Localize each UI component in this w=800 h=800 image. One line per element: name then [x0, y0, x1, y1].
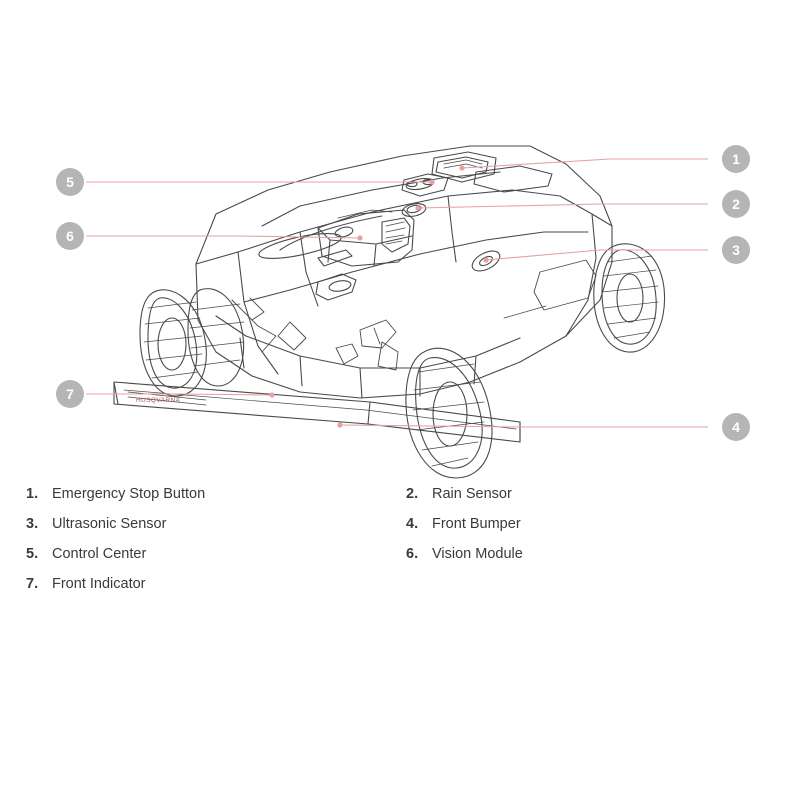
callout-badge-number: 2 [732, 196, 740, 212]
legend-column-left [26, 486, 386, 606]
legend-item-5 [26, 546, 386, 576]
callout-badge-number: 4 [732, 419, 740, 435]
front-bumper [114, 382, 520, 442]
legend [0, 486, 800, 616]
legend-label: Front Indicator [52, 576, 146, 592]
callout-badge-6[interactable] [56, 222, 84, 250]
leader-dot-7 [269, 392, 274, 397]
legend-item-1 [26, 486, 386, 516]
callout-badge-7[interactable] [56, 380, 84, 408]
wheel-rear-right [594, 244, 665, 352]
legend-label: Front Bumper [432, 516, 521, 532]
legend-item-3 [26, 516, 386, 546]
leader-dot-6 [357, 235, 362, 240]
control-center [402, 174, 448, 196]
leader-line-1 [462, 159, 708, 168]
legend-label: Control Center [52, 546, 147, 562]
mower-body-outline [196, 146, 612, 398]
leader-line-3 [486, 250, 708, 260]
leader-dot-4 [337, 422, 342, 427]
callout-badge-number: 3 [732, 242, 740, 258]
leader-dot-1 [459, 165, 464, 170]
body-side-details [278, 260, 596, 350]
legend-number: 3. [26, 516, 39, 532]
legend-label: Ultrasonic Sensor [52, 516, 167, 532]
callout-badge-number: 1 [732, 151, 740, 167]
legend-item-6 [406, 546, 766, 576]
legend-number: 4. [406, 516, 419, 532]
wheel-rear-left [140, 290, 206, 396]
leader-dot-3 [483, 257, 488, 262]
rain-sensor [401, 202, 427, 219]
legend-number: 1. [26, 486, 39, 502]
callout-badge-3[interactable] [722, 236, 750, 264]
brand-mark: HUSQVARNA [136, 397, 181, 404]
legend-column-right [406, 486, 766, 576]
leader-line-2 [418, 204, 708, 208]
legend-number: 2. [406, 486, 419, 502]
top-deck-panels [257, 166, 552, 300]
callout-badge-2[interactable] [722, 190, 750, 218]
leader-dot-2 [415, 205, 420, 210]
legend-label: Rain Sensor [432, 486, 512, 502]
legend-label: Emergency Stop Button [52, 486, 206, 502]
callout-badge-number: 5 [66, 174, 74, 190]
callout-badge-number: 7 [66, 386, 74, 402]
callout-badge-1[interactable] [722, 145, 750, 173]
legend-item-4 [406, 516, 766, 546]
legend-number: 7. [26, 576, 39, 592]
callout-badge-4[interactable] [722, 413, 750, 441]
callout-badge-number: 6 [66, 228, 74, 244]
legend-item-7 [26, 576, 386, 606]
legend-item-2 [406, 486, 766, 516]
legend-label: Vision Module [432, 546, 523, 562]
legend-number: 6. [406, 546, 419, 562]
legend-number: 5. [26, 546, 39, 562]
callout-badge-5[interactable] [56, 168, 84, 196]
leader-dot-5 [429, 179, 434, 184]
